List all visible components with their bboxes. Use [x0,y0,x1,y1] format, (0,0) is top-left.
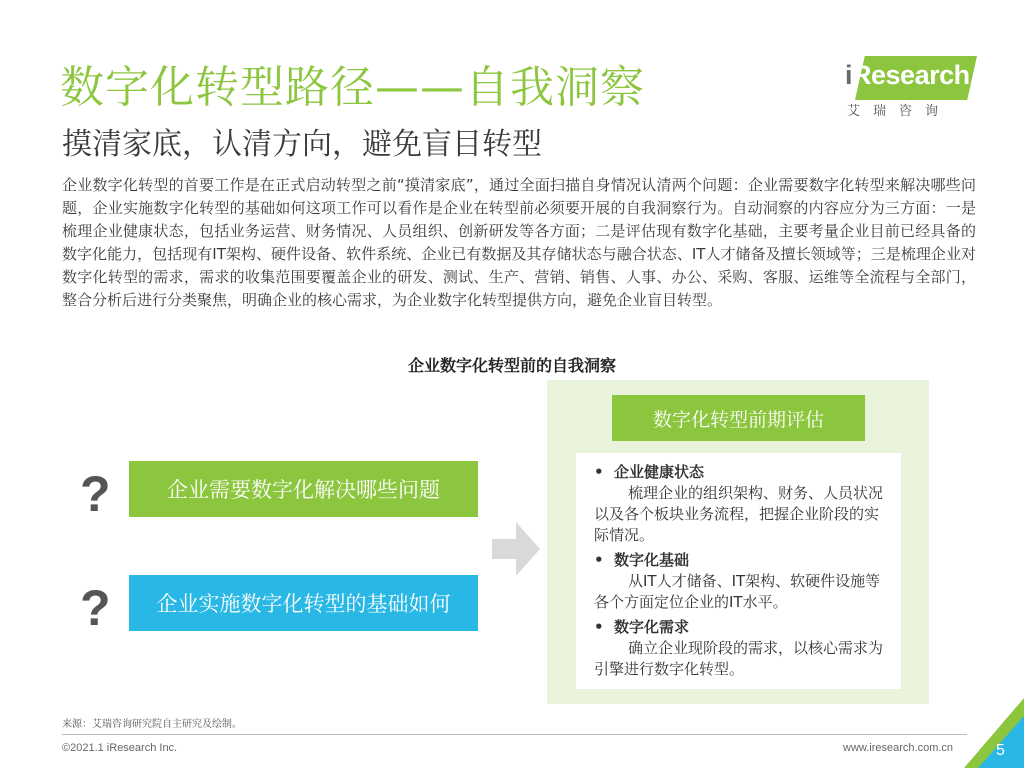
item-description: 从IT人才储备、IT架构、软硬件设施等各个方面定位企业的IT水平。 [594,572,881,611]
list-item [594,462,886,546]
diagram-title: 企业数字化转型前的自我洞察 [407,356,616,375]
website-link[interactable]: www.iresearch.com.cn [843,742,954,754]
arrow-right-icon [492,522,540,576]
question-box-foundation: 企业实施数字化转型的基础如何 [129,575,478,631]
corner-decoration [964,698,1024,768]
question-mark-icon: ? [80,580,111,636]
list-item [594,550,886,613]
intro-paragraph: 企业数字化转型的首要工作是在正式启动转型之前“摸清家底”，通过全面扫描自身情况认清两个问题：企业需要数字化转型来解决哪些问题，企业实施数字化转型的基础如何这项工作可以看作是企业在转型前必须要开展的自我洞察行为。自动洞察的内容应分为三方面：一是梳理企业健康状态，包括业务运营、财务情况、人员组织、创新研发等各方面；二是评估现有数字化基础，主要考量企业目前已经具备的数字化能力，包括现有IT架构、硬件设备、软件系统、企业已有数据及其存储状态与融合状态、IT人才储备及擅长领域等；三是梳理企业对数字化转型的需求，需求的收集范围要覆盖企业的研发、测试、生产、营销、销售、人事、办公、采购、客服、运维等全流程与全部门，整合分析后进行分类聚焦，明确企业的核心需求，为企业数字化转型提供方向，避免企业盲目转型。 [62,176,976,309]
question-mark-icon: ? [80,466,111,522]
assessment-panel-header: 数字化转型前期评估 [612,395,865,441]
item-description: 梳理企业的组织架构、财务、人员状况以及各个板块业务流程，把握企业阶段的实际情况。 [594,484,884,544]
copyright: ©2021.1 iResearch Inc. [62,742,178,754]
slide-subtitle: 摸清家底，认清方向，避免盲目转型 [62,127,542,162]
assessment-list [594,462,886,684]
iresearch-logo [845,52,975,122]
logo-wordmark [845,60,970,91]
list-item [594,617,886,680]
bullet-icon: • [594,618,604,636]
bullet-icon: • [594,463,604,481]
logo-word: Research [852,60,970,90]
footer-divider [62,734,967,735]
page-number: 5 [996,742,1005,759]
question-box-problems: 企业需要数字化解决哪些问题 [129,461,478,517]
source-note: 来源：艾瑞咨询研究院自主研究及绘制。 [62,719,242,730]
item-title: 企业健康状态 [614,463,705,481]
bullet-icon: • [594,551,604,569]
slide-title: 数字化转型路径——自我洞察 [60,62,645,113]
item-description: 确立企业现阶段的需求，以核心需求为引擎进行数字化转型。 [594,639,884,678]
logo-prefix: i [845,60,853,90]
logo-chinese-name: 艾瑞咨询 [847,104,952,119]
item-title: 数字化基础 [614,551,690,569]
item-title: 数字化需求 [614,618,690,636]
